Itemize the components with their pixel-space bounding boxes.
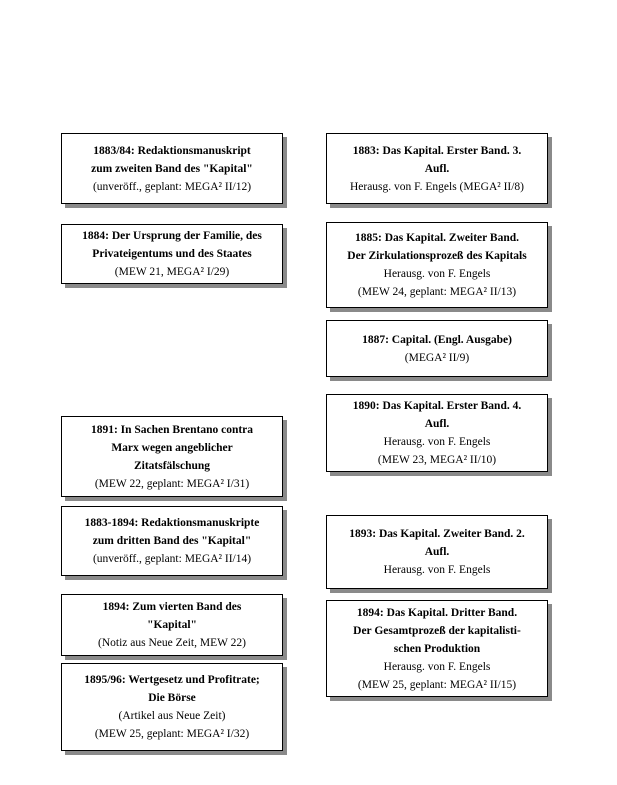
- box-title: 1885: Das Kapital. Zweiter Band. Der Zirkulationsprozeß des Kapitals: [347, 232, 527, 262]
- box-left-1891: [61, 416, 283, 497]
- box-right-1887: [326, 320, 548, 377]
- box-right-1894: [326, 600, 548, 697]
- box-title: 1890: Das Kapital. Erster Band. 4. Aufl.: [352, 400, 522, 430]
- box-title: 1894: Zum vierten Band des "Kapital": [102, 601, 242, 631]
- box-detail: Herausg. von F. Engels: [383, 660, 491, 673]
- box-title: 1883: Das Kapital. Erster Band. 3. Aufl.: [352, 144, 522, 175]
- box-detail: (MEW 25, geplant: MEGA² I/32): [94, 728, 250, 740]
- box-left-1883-84: [61, 133, 283, 204]
- box-detail: (unveröff., geplant: MEGA² II/12): [92, 180, 252, 193]
- box-detail: (MEW 22, geplant: MEGA² I/31): [94, 477, 250, 490]
- box-right-1883: [326, 133, 548, 204]
- box-title: 1883-1894: Redaktionsmanuskripte zum dritten Band des "Kapital": [84, 517, 260, 547]
- box-detail: (Notiz aus Neue Zeit, MEW 22): [98, 637, 246, 649]
- box-detail: Herausg. von F. Engels: [383, 564, 491, 576]
- box-title: 1891: In Sachen Brentano contra Marx wegen angeblicher Zitatsfälschung: [90, 423, 254, 472]
- box-title: 1887: Capital. (Engl. Ausgabe): [362, 333, 512, 346]
- box-title: 1883/84: Redaktionsmanuskript zum zweiten Band des "Kapital": [91, 144, 253, 175]
- box-right-1885: [326, 222, 548, 308]
- box-detail: (unveröff., geplant: MEGA² II/14): [92, 553, 252, 565]
- box-right-1893: [326, 515, 548, 589]
- box-title: 1884: Der Ursprung der Familie, des Privateigentums und des Staates: [82, 230, 262, 260]
- box-right-1890: [326, 394, 548, 472]
- box-left-1895-96: [61, 663, 283, 751]
- box-title: 1894: Das Kapital. Dritter Band. Der Gesamtprozeß der kapitalisti- schen Produktion: [353, 606, 521, 655]
- box-detail: (MEW 21, MEGA² I/29): [114, 266, 230, 278]
- box-detail: (MEGA² II/9): [404, 351, 470, 364]
- box-detail: (MEW 25, geplant: MEGA² II/15): [357, 678, 517, 691]
- box-detail: (MEW 23, MEGA² II/10): [377, 454, 497, 466]
- box-left-1894: [61, 594, 283, 656]
- box-left-1883-1894: [61, 506, 283, 576]
- box-detail: Herausg. von F. Engels: [383, 436, 491, 448]
- box-detail: (MEW 24, geplant: MEGA² II/13): [357, 286, 517, 298]
- box-left-1884: [61, 224, 283, 284]
- box-detail: (Artikel aus Neue Zeit): [118, 710, 226, 722]
- box-title: 1893: Das Kapital. Zweiter Band. 2. Aufl.: [349, 528, 525, 558]
- box-title: 1895/96: Wertgesetz und Profitrate; Die Börse: [84, 674, 260, 704]
- box-detail: Herausg. von F. Engels: [383, 268, 491, 280]
- box-detail: Herausg. von F. Engels (MEGA² II/8): [349, 180, 525, 193]
